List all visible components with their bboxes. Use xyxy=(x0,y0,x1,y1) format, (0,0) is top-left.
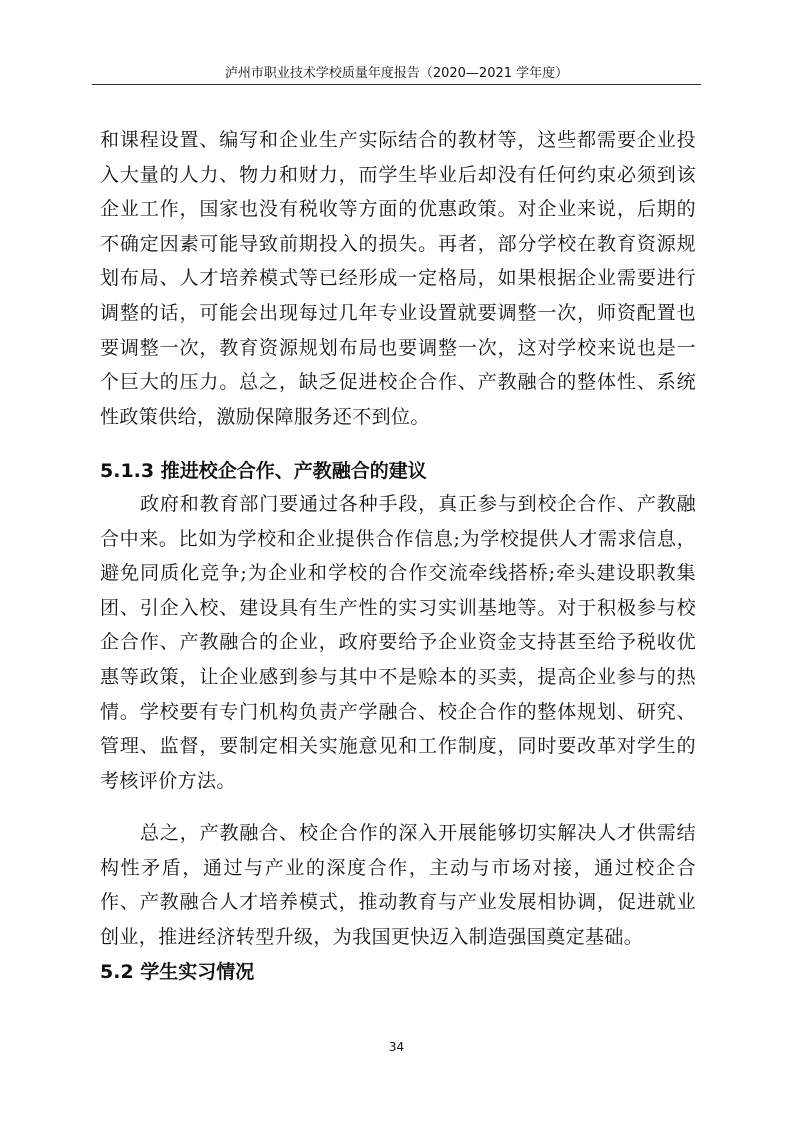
body-paragraph-2: 政府和教育部门要通过各种手段，真正参与到校企合作、产教融合中来。比如为学校和企业提供合作信息;为学校提供人才需求信息，避免同质化竞争;为企业和学校的合作交流牵线搭桥;牵头建设职教集团、引企入校、建设具有生产性的实习实训基地等。对于积极参与校企合作、产教融合的企业，政府要给予企业资金支持甚至给予税收优惠等政策，让企业感到参与其中不是赊本的买卖，提高企业参与的热情。学校要有专门机构负责产学融合、校企合作的整体规划、研究、管理、监督，要制定相关实施意见和工作制度，同时要改革对学生的考核评价方法。 xyxy=(100,493,696,792)
running-header: 泸州市职业技术学校质量年度报告（2020—2021 学年度） xyxy=(224,66,569,81)
subsection-heading: 5.1.3 推进校企合作、产教融合的建议 xyxy=(100,460,427,482)
body-paragraph-3: 总之，产教融合、校企合作的深入开展能够切实解决人才供需结构性矛盾，通过与产业的深度合作，主动与市场对接，通过校企合作、产教融合人才培养模式，推动教育与产业发展相协调，促进就业创业，推进经济转型升级，为我国更快迈入制造强国奠定基础。 xyxy=(100,822,696,948)
body-paragraph-1: 和课程设置、编写和企业生产实际结合的教材等，这些都需要企业投入大量的人力、物力和财力，而学生毕业后却没有任何约束必须到该企业工作，国家也没有税收等方面的优惠政策。对企业来说，后期的不确定因素可能导致前期投入的损失。再者，部分学校在教育资源规划布局、人才培养模式等已经形成一定格局，如果根据企业需要进行调整的话，可能会出现每过几年专业设置就要调整一次，师资配置也要调整一次，教育资源规划布局也要调整一次，这对学校来说也是一个巨大的压力。总之，缺乏促进校企合作、产教融合的整体性、系统性政策供给，激励保障服务还不到位。 xyxy=(100,129,696,428)
page-number: 34 xyxy=(388,1040,405,1054)
header-divider xyxy=(92,84,701,85)
section-heading: 5.2 学生实习情况 xyxy=(100,961,255,983)
